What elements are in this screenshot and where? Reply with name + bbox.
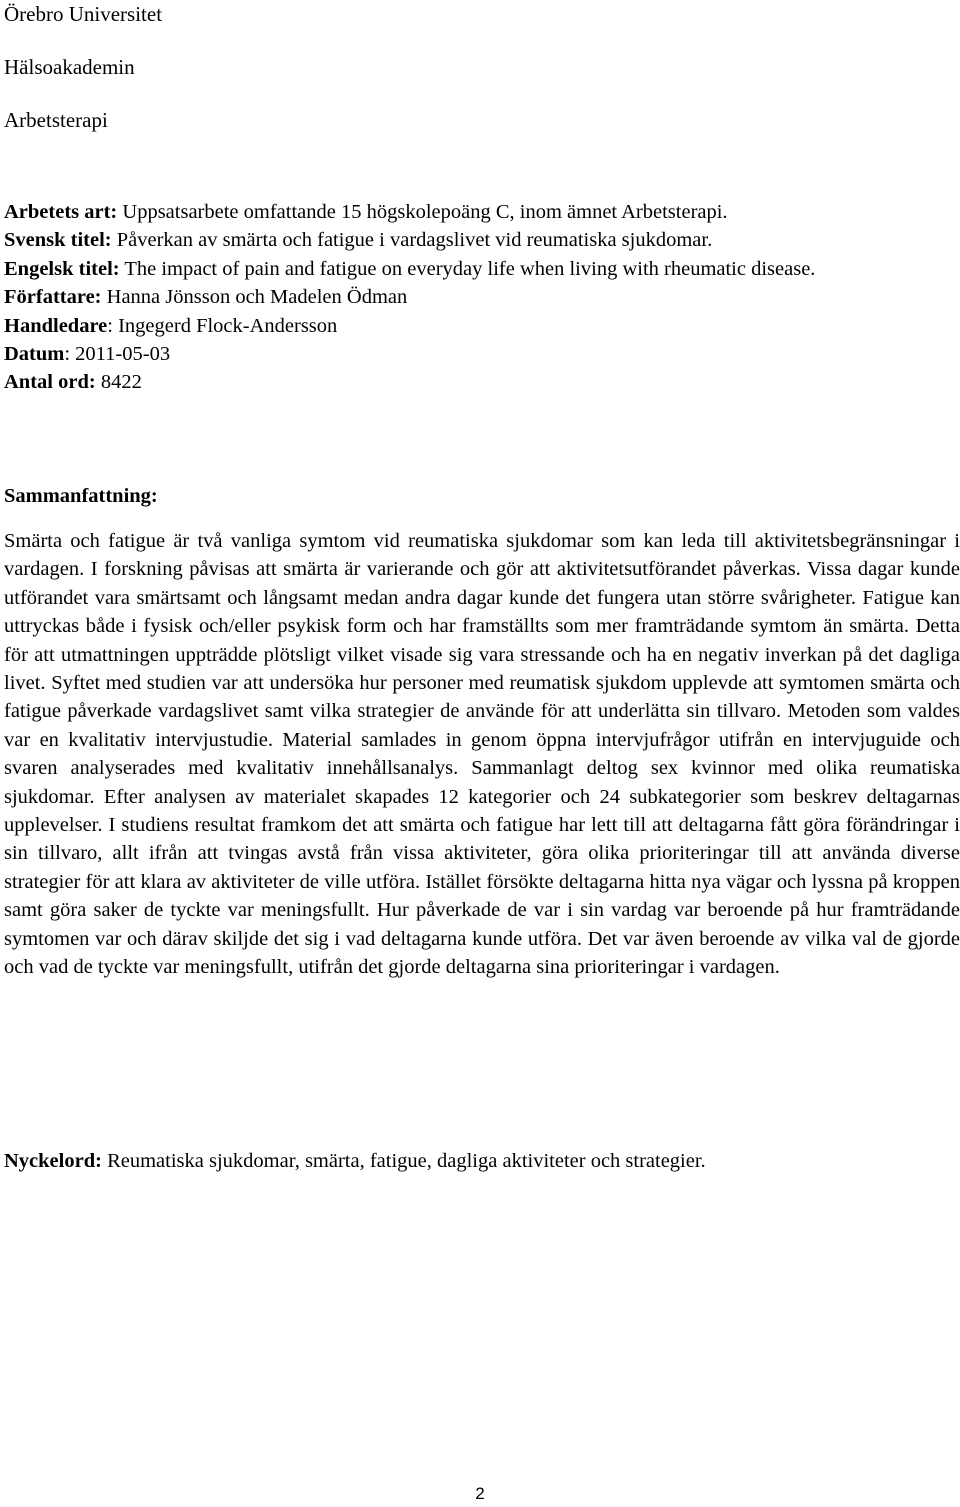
keywords-value: Reumatiska sjukdomar, smärta, fatigue, dagliga aktiviteter och strategier. xyxy=(101,1150,706,1172)
thesis-type-line xyxy=(4,198,944,226)
swedish-title-line xyxy=(4,226,944,254)
supervisor-line xyxy=(4,312,944,340)
swedish-title-value: Påverkan av smärta och fatigue i vardagslivet vid reumatiska sjukdomar. xyxy=(111,229,713,252)
date-value: : 2011-05-03 xyxy=(64,343,171,366)
wordcount-label: Antal ord: xyxy=(4,371,96,394)
wordcount-line xyxy=(4,368,944,396)
academy-name: Hälsoakademin xyxy=(4,55,135,79)
authors-label: Författare: xyxy=(4,286,102,309)
thesis-metadata xyxy=(4,198,944,397)
wordcount-value: 8422 xyxy=(95,371,142,394)
summary-heading: Sammanfattning: xyxy=(4,485,158,507)
date-line xyxy=(4,340,944,368)
supervisor-value: : Ingegerd Flock-Andersson xyxy=(107,314,338,337)
authors-value: Hanna Jönsson och Madelen Ödman xyxy=(101,286,408,309)
english-title-value: The impact of pain and fatigue on everyday life when living with rheumatic disease. xyxy=(119,257,816,280)
supervisor-label: Handledare xyxy=(4,314,108,337)
summary-text: Smärta och fatigue är två vanliga symtom vid reumatiska sjukdomar som kan leda till aktivitetsbegränsningar i vardagen. I forskning påvisas att smärta är varierande och gör att aktivitetsutförandet påverkas. Vissa dagar kunde utförandet vara smärtsamt och långsamt medan andra dagar kunde det fungera utan större svårigheter. Fatigue kan uttryckas både i fysisk och/eller psykisk form och har framställts som mer framträdande symtom än smärta. Detta för att utmattningen uppträdde plötsligt vilket visade sig vara stressande och ha en negativ inverkan på det dagliga livet. Syftet med studien var att undersöka hur personer med reumatisk sjukdom upplevde att symtomen smärta och fatigue påverkade vardagslivet samt vilka strategier de använde för att underlätta sin tillvaro. Metoden som valdes var en kvalitativ intervjustudie. Material samlades in genom öppna intervjufrågor utifrån en intervjuguide och svaren analyserades med kvalitativ innehållsanalys. Sammanlagt deltog sex kvinnor med olika reumatiska sjukdomar. Efter analysen av materialet skapades 12 kategorier och 24 subkategorier som beskrev deltagarnas upplevelser. I studiens resultat framkom det att smärta och fatigue har lett till att deltagarna fått göra förändringar i sin tillvaro, allt ifrån att tvingas avstå från vissa aktiviteter, göra olika prioriteringar till att använda diverse strategier för att klara av aktiviteter de ville utföra. Istället försökte deltagarna hitta nya vägar och lyssna på kroppen samt göra saker de tyckte var meningsfullt. Hur påverkade de var i sin vardag var beroende på hur framträdande symtomen var och därav skiljde det sig i vad deltagarna kunde utföra. Det var även beroende av vilka val de gjorde och vad de tyckte var meningsfullt, utifrån det gjorde deltagarna sina prioriteringar i vardagen. xyxy=(4,530,960,979)
authors-line xyxy=(4,283,944,311)
keywords-label: Nyckelord: xyxy=(4,1150,102,1172)
swedish-title-label: Svensk titel: xyxy=(4,229,112,252)
thesis-type-label: Arbetets art: xyxy=(4,201,118,223)
date-label: Datum xyxy=(4,343,65,366)
keywords-line xyxy=(4,1147,944,1175)
page-number: 2 xyxy=(475,1484,485,1503)
university-name: Örebro Universitet xyxy=(4,2,163,26)
english-title-line xyxy=(4,255,944,283)
thesis-type-value: Uppsatsarbete omfattande 15 högskolepoäng C, inom ämnet Arbetsterapi. xyxy=(117,201,728,223)
subject-name: Arbetsterapi xyxy=(4,108,108,132)
english-title-label: Engelsk titel: xyxy=(4,257,120,280)
